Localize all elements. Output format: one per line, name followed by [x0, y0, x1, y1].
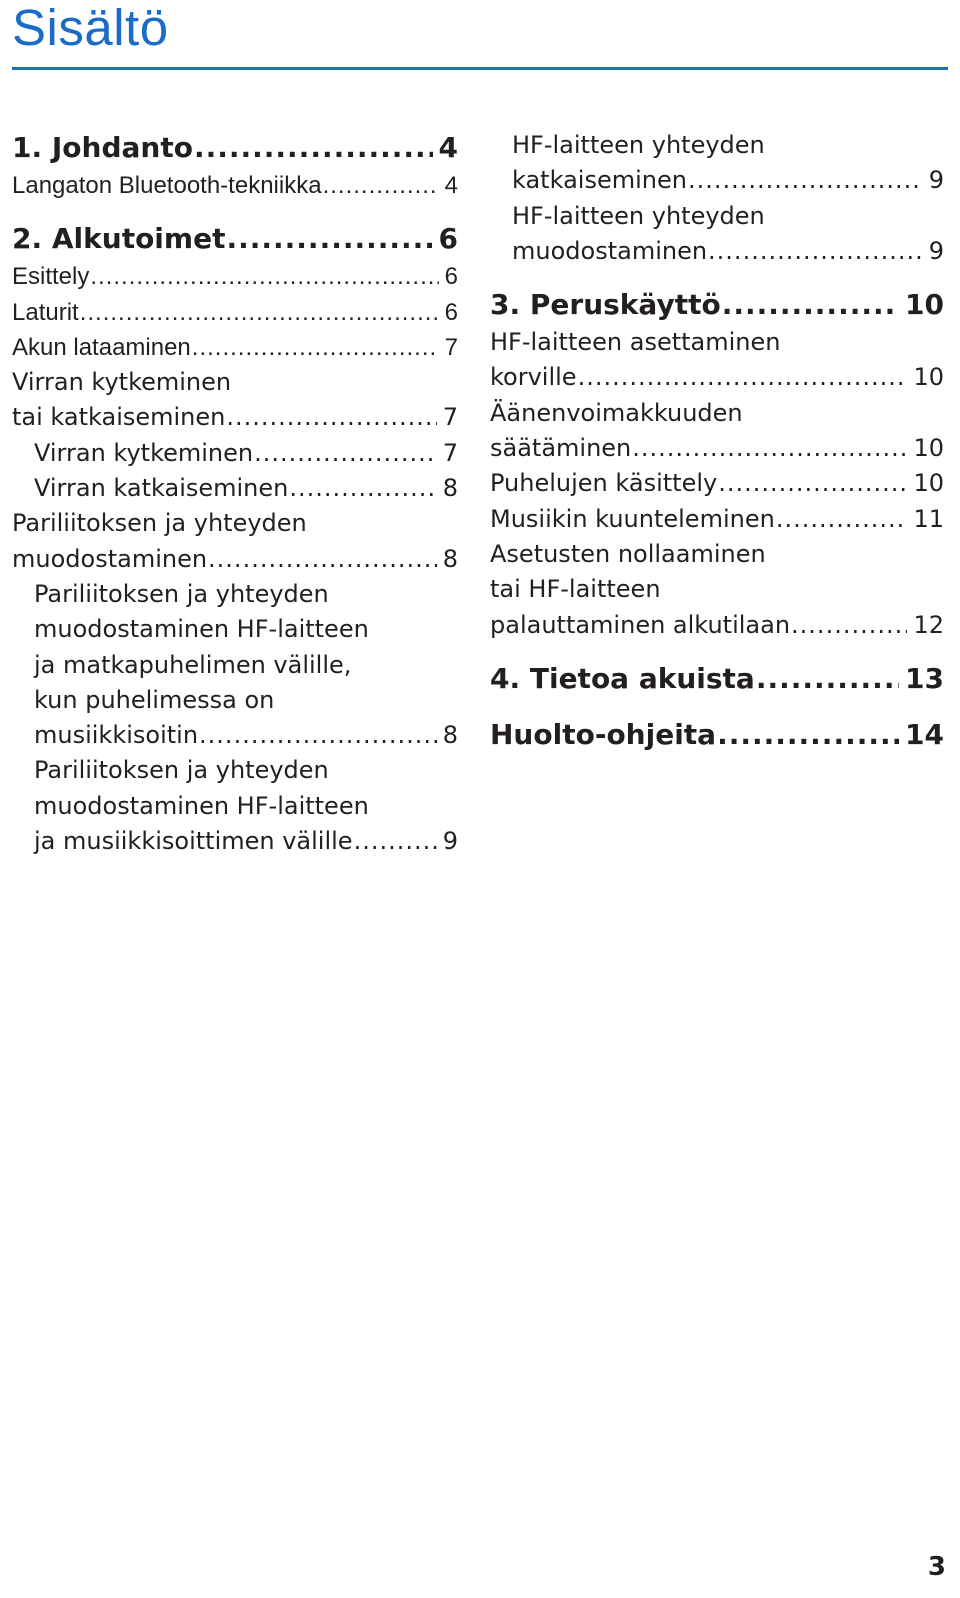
page-number: 3 — [927, 1552, 946, 1582]
toc-page-number: 7 — [444, 333, 458, 361]
toc-entry-line — [490, 285, 944, 325]
toc-entry-title: muodostaminen — [12, 544, 208, 573]
dot-leader — [578, 360, 908, 395]
toc-entry-line — [12, 330, 458, 365]
toc-entry[interactable] — [12, 168, 458, 203]
toc-entry-title-line: Virran kytkeminen — [12, 368, 232, 397]
toc-entry[interactable] — [490, 199, 944, 270]
toc-entry-title: 4. Tietoa akuista — [490, 661, 755, 695]
toc-entry-line — [12, 295, 458, 330]
dot-leader — [226, 219, 432, 259]
toc-entry-title: säätäminen — [490, 434, 632, 463]
toc-entry-title: katkaiseminen — [512, 166, 687, 195]
dot-leader — [718, 466, 907, 501]
toc-entry-title: 2. Alkutoimet — [12, 222, 226, 256]
toc-page-number: 7 — [442, 403, 458, 432]
toc-entry[interactable] — [12, 436, 458, 471]
toc-entry-title: Musiikin kuunteleminen — [490, 504, 775, 533]
toc-page-number: 10 — [905, 288, 944, 322]
toc-chapter-entry[interactable] — [12, 128, 458, 168]
dot-leader — [90, 259, 438, 294]
toc-entry-title: Laturit — [12, 298, 79, 326]
toc-entry-title: Virran katkaiseminen — [34, 474, 289, 503]
toc-entry-title: ja musiikkisoittimen välille — [34, 827, 353, 856]
toc-entry-title-line: HF-laitteen asettaminen — [490, 328, 781, 357]
toc-entry-line — [512, 234, 944, 269]
toc-right-column — [490, 128, 944, 755]
toc-page-number: 4 — [444, 172, 458, 199]
toc-entry-title: palauttaminen alkutilaan — [490, 610, 791, 639]
toc-entry-line — [490, 431, 944, 466]
toc-entry-title: Huolto-ohjeita — [490, 717, 717, 751]
toc-page-number: 10 — [913, 363, 944, 392]
dot-leader — [194, 128, 433, 168]
toc-entry-line — [512, 163, 944, 198]
toc-page-number: 14 — [905, 717, 944, 751]
toc-entry-line — [490, 466, 944, 501]
toc-entry-line — [34, 718, 458, 753]
toc-entry-title: 1. Johdanto — [12, 131, 193, 164]
dot-leader — [776, 502, 908, 537]
toc-entry-title-line: HF-laitteen yhteyden — [512, 131, 765, 159]
toc-page-number: 9 — [928, 166, 944, 195]
toc-page-number: 6 — [438, 222, 458, 256]
toc-entry-line — [12, 219, 458, 259]
dot-leader — [226, 400, 436, 435]
page-title: Sisältö — [12, 0, 169, 56]
toc-entry-title-line: muodostaminen HF-laitteen — [34, 791, 369, 820]
toc-page-number: 8 — [442, 544, 458, 573]
toc-entry-title: Esittely — [12, 263, 90, 291]
dot-leader — [791, 608, 907, 643]
dot-leader — [354, 824, 437, 859]
toc-entry-line — [34, 471, 458, 506]
toc-page-number: 10 — [913, 434, 944, 463]
toc-entry-title: Puhelujen käsittely — [490, 469, 718, 498]
dot-leader — [192, 330, 439, 365]
toc-entry-title-line: Pariliitoksen ja yhteyden — [34, 756, 329, 785]
toc-entry-title-line: ja matkapuhelimen välille, — [34, 650, 352, 679]
toc-chapter-entry[interactable] — [12, 219, 458, 259]
toc-page-number: 7 — [442, 438, 458, 467]
dot-leader — [717, 715, 899, 755]
toc-entry[interactable] — [12, 295, 458, 330]
toc-page-number: 11 — [913, 504, 944, 533]
toc-entry-title: Akun lataaminen — [12, 333, 191, 361]
toc-entry-title: Langaton Bluetooth-tekniikka — [12, 172, 322, 199]
toc-page-number: 6 — [444, 298, 458, 326]
toc-chapter-entry[interactable] — [490, 285, 944, 325]
toc-page-number: 12 — [913, 610, 944, 639]
dot-leader — [289, 471, 436, 506]
toc-entry-title-line: tai HF-laitteen — [490, 575, 661, 604]
toc-page-number: 8 — [442, 474, 458, 503]
toc-entry[interactable] — [490, 502, 944, 537]
dot-leader — [80, 295, 439, 330]
toc-entry-title-line: Pariliitoksen ja yhteyden — [34, 579, 329, 608]
toc-entry[interactable] — [490, 396, 944, 467]
toc-entry-title-line: HF-laitteen yhteyden — [512, 201, 765, 230]
dot-leader — [632, 431, 907, 466]
toc-entry-line — [12, 542, 458, 577]
title-divider — [12, 67, 948, 70]
toc-entry-title: korville — [490, 363, 577, 392]
toc-entry[interactable] — [12, 365, 458, 436]
toc-entry-title-line: Asetusten nollaaminen — [490, 539, 766, 568]
dot-leader — [708, 234, 923, 269]
toc-entry-line — [490, 659, 944, 699]
toc-entry-title-line: Pariliitoksen ja yhteyden — [12, 509, 307, 538]
dot-leader — [208, 542, 437, 577]
toc-page-number: 8 — [442, 721, 458, 750]
toc-entry[interactable] — [12, 471, 458, 506]
toc-entry[interactable] — [12, 753, 458, 859]
toc-entry-line — [12, 400, 458, 435]
toc-page-number: 4 — [438, 131, 458, 164]
toc-entry[interactable] — [490, 537, 944, 643]
toc-page-number: 9 — [442, 827, 458, 856]
toc-entry[interactable] — [490, 128, 944, 199]
dot-leader — [756, 659, 899, 699]
toc-entry-title: musiikkisoitin — [34, 721, 199, 750]
toc-entry[interactable] — [490, 466, 944, 501]
toc-entry-title-line: Äänenvoimakkuuden — [490, 398, 743, 427]
toc-page-number: 10 — [913, 469, 944, 498]
toc-entry-line — [34, 436, 458, 471]
toc-entry[interactable] — [490, 325, 944, 396]
toc-chapter-entry[interactable] — [490, 715, 944, 755]
toc-page-number: 13 — [905, 661, 944, 695]
toc-entry-line — [12, 168, 458, 203]
dot-leader — [323, 168, 439, 203]
toc-entry-line — [490, 360, 944, 395]
toc-page-number: 6 — [444, 263, 458, 291]
toc-entry-title: 3. Peruskäyttö — [490, 288, 721, 322]
toc-entry-line — [34, 824, 458, 859]
dot-leader — [688, 163, 923, 198]
toc-entry-line — [490, 608, 944, 643]
toc-entry-line — [490, 715, 944, 755]
toc-entry-line — [12, 259, 458, 294]
toc-entry-title-line: muodostaminen HF-laitteen — [34, 615, 369, 644]
toc-entry[interactable] — [12, 577, 458, 753]
toc-chapter-entry[interactable] — [490, 659, 944, 699]
dot-leader — [722, 285, 899, 325]
dot-leader — [254, 436, 437, 471]
toc-entry-title: Virran kytkeminen — [34, 438, 254, 467]
toc-left-column — [12, 128, 458, 859]
toc-entry[interactable] — [12, 330, 458, 365]
toc-entry-title: muodostaminen — [512, 236, 708, 265]
toc-entry-title-line: kun puhelimessa on — [34, 685, 275, 714]
toc-entry[interactable] — [12, 506, 458, 577]
toc-entry[interactable] — [12, 259, 458, 294]
toc-entry-line — [12, 128, 458, 168]
dot-leader — [199, 718, 437, 753]
toc-entry-line — [490, 502, 944, 537]
toc-entry-title: tai katkaiseminen — [12, 403, 226, 432]
toc-page-number: 9 — [928, 236, 944, 265]
